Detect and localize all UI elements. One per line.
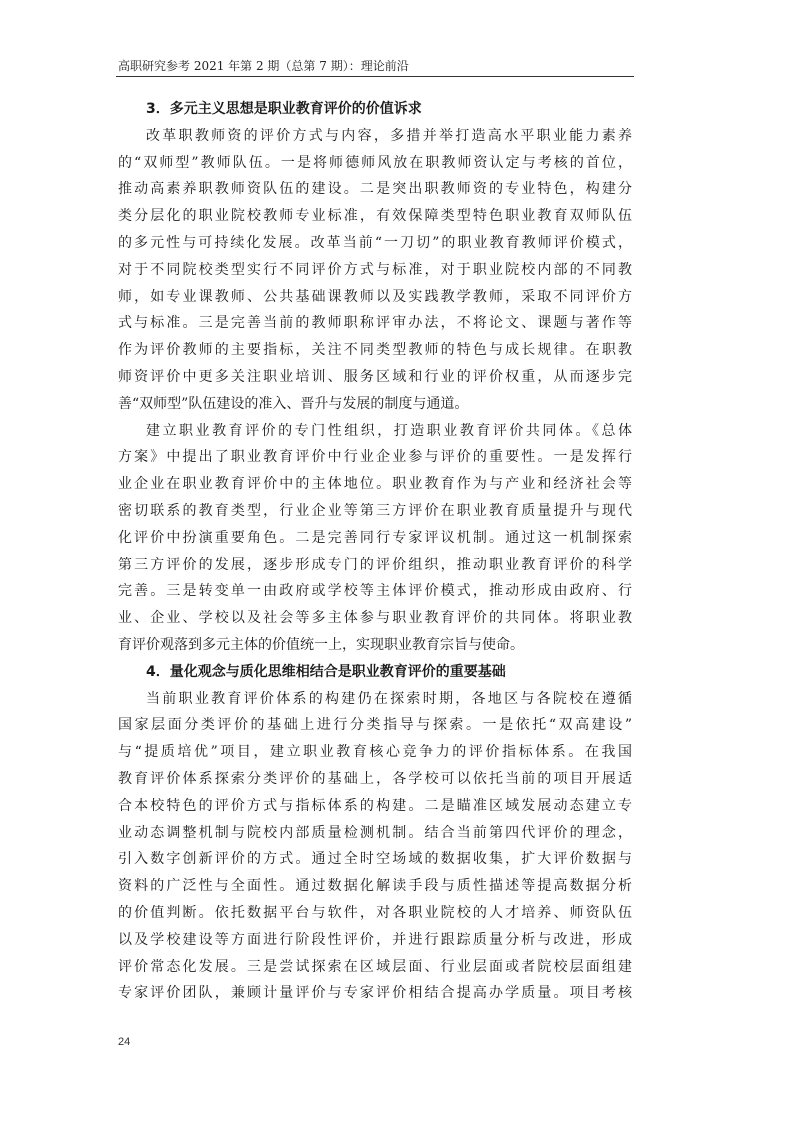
section-4-paragraph-1 [118,686,632,1008]
section-3-heading: 3．多元主义思想是职业教育评价的价值诉求 [146,101,422,117]
paragraph-line: 评价常态化发展。三是尝试探索在区域层面、行业层面或者院校层面组建 [118,958,632,975]
paragraph-line: 专家评价团队，兼顾计量评价与专家评价相结合提高办学质量。项目考核 [118,985,632,1002]
paragraph-line: 教育评价体系探索分类评价的基础上，各学校可以依托当前的项目开展适 [118,770,632,787]
paragraph-line: 育评价观落到多元主体的价值统一上，实现职业教育宗旨与使命。 [118,636,524,653]
paragraph-line: 推动高素养职教师资队伍的建设。二是突出职教师资的专业特色，构建分 [118,181,632,198]
header-divider [116,76,634,77]
paragraph-line: 作为评价教师的主要指标，关注不同类型教师的特色与成长规律。在职教 [118,342,632,359]
paragraph-line: 的价值判断。依托数据平台与软件，对各职业院校的人才培养、师资队伍 [118,904,632,921]
paragraph-line: 改革职教师资的评价方式与内容，多措并举打造高水平职业能力素养 [146,127,632,144]
page-number: 24 [118,1036,131,1048]
section-3-paragraph-1 [118,123,632,418]
paragraph-line: 资料的广泛性与全面性。通过数据化解读手段与质性描述等提高数据分析 [118,878,632,895]
paragraph-line: 类分层化的职业院校教师专业标准，有效保障类型特色职业教育双师队伍 [118,208,632,225]
paragraph-line: 的多元性与可持续化发展。改革当前“一刀切”的职业教育教师评价模式， [118,234,632,251]
section-4-heading: 4．量化观念与质化思维相结合是职业教育评价的重要基础 [146,663,506,680]
paragraph-line: 国家层面分类评价的基础上进行分类指导与探索。一是依托“双高建设” [118,717,632,734]
paragraph-line: 善“双师型”队伍建设的准入、晋升与发展的制度与通道。 [118,395,469,412]
running-header: 高职研究参考 2021 年第 2 期（总第 7 期）：理论前沿 [118,59,409,73]
paragraph-line: 化评价中扮演重要角色。二是完善同行专家评议机制。通过这一机制探索 [118,529,632,546]
paragraph-line: 完善。三是转变单一由政府或学校等主体评价模式，推动形成由政府、行 [118,583,632,600]
paragraph-line: 第三方评价的发展，逐步形成专门的评价组织，推动职业教育评价的科学 [118,556,632,573]
paragraph-line: 对于不同院校类型实行不同评价方式与标准，对于职业院校内部的不同教 [118,261,632,278]
paragraph-line: 建立职业教育评价的专门性组织，打造职业教育评价共同体。《总体 [146,422,632,439]
paragraph-line: 当前职业教育评价体系的构建仍在探索时期，各地区与各院校在遵循 [146,690,632,707]
paragraph-line: 引入数字创新评价的方式。通过全时空场域的数据收集，扩大评价数据与 [118,851,632,868]
paragraph-line: 业企业在职业教育评价中的主体地位。职业教育作为与产业和经济社会等 [118,476,632,493]
paragraph-line: 业动态调整机制与院校内部质量检测机制。结合当前第四代评价的理念， [118,824,632,841]
paragraph-line: 密切联系的教育类型，行业企业等第三方评价在职业教育质量提升与现代 [118,502,632,519]
paragraph-line: 师资评价中更多关注职业培训、服务区域和行业的评价权重，从而逐步完 [118,368,632,385]
paragraph-line: 以及学校建设等方面进行阶段性评价，并进行跟踪质量分析与改进，形成 [118,931,632,948]
paragraph-line: 业、企业、学校以及社会等多主体参与职业教育评价的共同体。将职业教 [118,610,632,627]
paragraph-line: 合本校特色的评价方式与指标体系的构建。二是瞄准区域发展动态建立专 [118,797,632,814]
section-3-paragraph-2 [118,418,632,659]
paragraph-line: 式与标准。三是完善当前的教师职称评审办法，不将论文、课题与著作等 [118,315,632,332]
paragraph-line: 方案》中提出了职业教育评价中行业企业参与评价的重要性。一是发挥行 [118,449,632,466]
paragraph-line: 师，如专业课教师、公共基础课教师以及实践教学教师，采取不同评价方 [118,288,632,305]
paragraph-line: 与“提质培优”项目，建立职业教育核心竞争力的评价指标体系。在我国 [118,744,632,761]
paragraph-line: 的“双师型”教师队伍。一是将师德师风放在职教师资认定与考核的首位， [118,154,632,171]
article-body [118,96,632,1007]
